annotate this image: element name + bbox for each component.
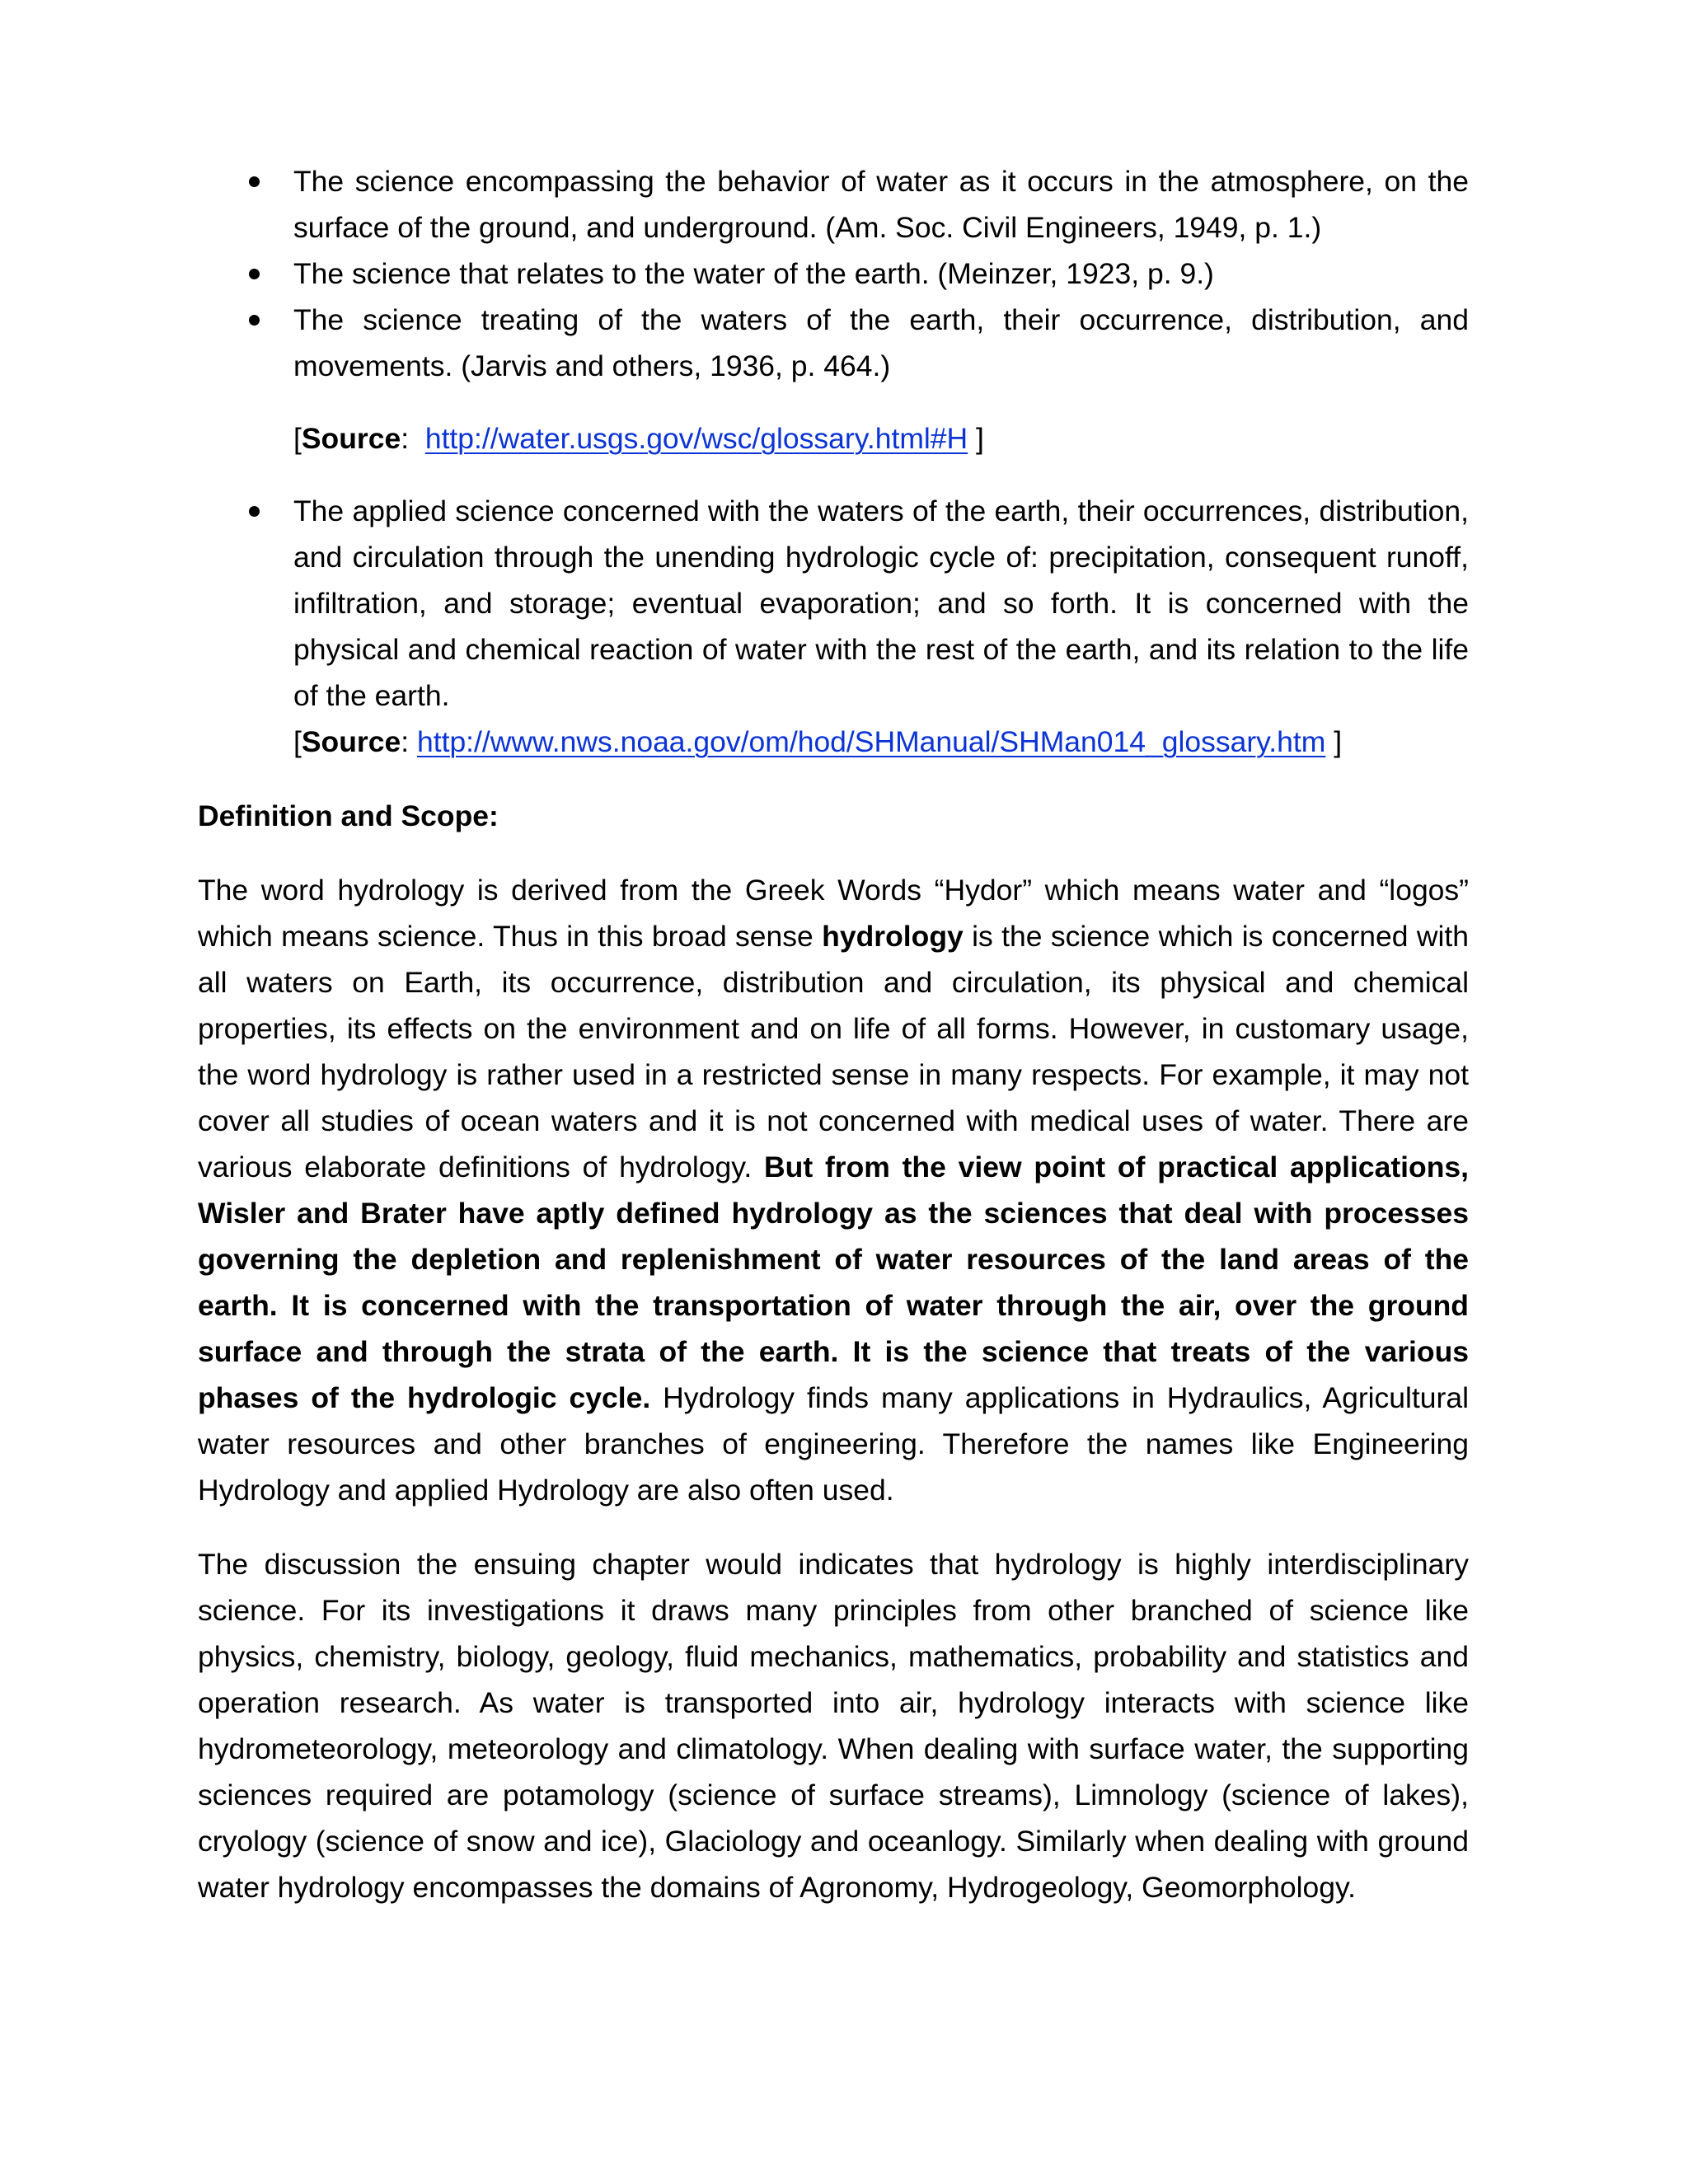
list-item-text: The applied science concerned with the waters of the earth, their occurrences, distribution, and circulation through the unending hydrologic cycle of: precipitation, consequent runoff, infiltration, and storage; eventual evaporation; and so forth. It is concerned with the physical and chemical reaction of water with the rest of the earth, and its relation to the life of the earth. <box>293 494 1469 712</box>
bullet-icon <box>249 176 260 187</box>
section-heading: Definition and Scope: <box>198 799 499 832</box>
document-body <box>198 158 1469 1910</box>
paragraph-definition: The word hydrology is derived from the Greek Words “Hydor” which means water and “logos” which means science. Thus in this broad sense hydrology is the science which is concerned with all waters on Earth, its occurrence, distribution and circulation, its physical and chemical properties, its effects on the environment and on life of all forms. However, in customary usage, the word hydrology is rather used in a restricted sense in many respects. For example, it may not cover all studies of ocean waters and it is not concerned with medical uses of water. There are various elaborate definitions of hydrology. But from the view point of practical applications, Wisler and Brater have aptly defined hydrology as the sciences that deal with processes governing the depletion and replenishment of water resources of the land areas of the earth. It is concerned with the transportation of water through the air, over the ground surface and through the strata of the earth. It is the science that treats of the various phases of the hydrologic cycle. Hydrology finds many applications in Hydraulics, Agricultural water resources and other branches of engineering. Therefore the names like Engineering Hydrology and applied Hydrology are also often used. <box>198 874 1469 1507</box>
list-item-text: The science treating of the waters of the earth, their occurrence, distribution, and movements. (Jarvis and others, 1936, p. 464.) <box>293 303 1469 382</box>
source-link-noaa[interactable]: http://www.nws.noaa.gov/om/hod/SHManual/SHMan014_glossary.htm <box>416 725 1326 758</box>
list-item <box>198 158 1469 251</box>
bold-term: hydrology <box>822 920 964 953</box>
source-label: Source <box>301 422 401 455</box>
list-item-text: The science encompassing the behavior of water as it occurs in the atmosphere, on the surface of the ground, and underground. (Am. Soc. Civil Engineers, 1949, p. 1.) <box>293 165 1469 244</box>
list-item <box>198 297 1469 389</box>
bullet-icon <box>249 506 260 517</box>
definitions-list <box>198 158 1469 389</box>
source-link-usgs[interactable]: http://water.usgs.gov/wsc/glossary.html#H <box>424 422 968 455</box>
source-label: Source <box>301 725 401 758</box>
list-item <box>198 488 1469 719</box>
definitions-list-continued <box>198 488 1469 719</box>
source-citation-usgs: [Source: http://water.usgs.gov/wsc/glossary.html#H ] <box>293 422 984 455</box>
paragraph-interdisciplinary: The discussion the ensuing chapter would indicates that hydrology is highly interdisciplinary science. For its investigations it draws many principles from other branched of science like physics, chemistry, biology, geology, fluid mechanics, mathematics, probability and statistics and operation research. As water is transported into air, hydrology interacts with science like hydrometeorology, meteorology and climatology. When dealing with surface water, the supporting sciences required are potamology (science of surface streams), Limnology (science of lakes), cryology (science of snow and ice), Glaciology and oceanlogy. Similarly when dealing with ground water hydrology encompasses the domains of Agronomy, Hydrogeology, Geomorphology. <box>198 1548 1469 1904</box>
source-citation-noaa: [Source: http://www.nws.noaa.gov/om/hod/SHManual/SHMan014_glossary.htm ] <box>293 725 1343 758</box>
bold-quote: But from the view point of practical applications, Wisler and Brater have aptly defined hydrology as the sciences that deal with processes governing the depletion and replenishment of water resources of the land areas of the earth. It is concerned with the transportation of water through the air, over the ground surface and through the strata of the earth. It is the science that treats of the various phases of the hydrologic cycle. <box>198 1151 1469 1414</box>
bullet-icon <box>249 269 260 279</box>
list-item <box>198 251 1469 297</box>
list-item-text: The science that relates to the water of the earth. (Meinzer, 1923, p. 9.) <box>293 257 1214 290</box>
bullet-icon <box>249 315 260 326</box>
